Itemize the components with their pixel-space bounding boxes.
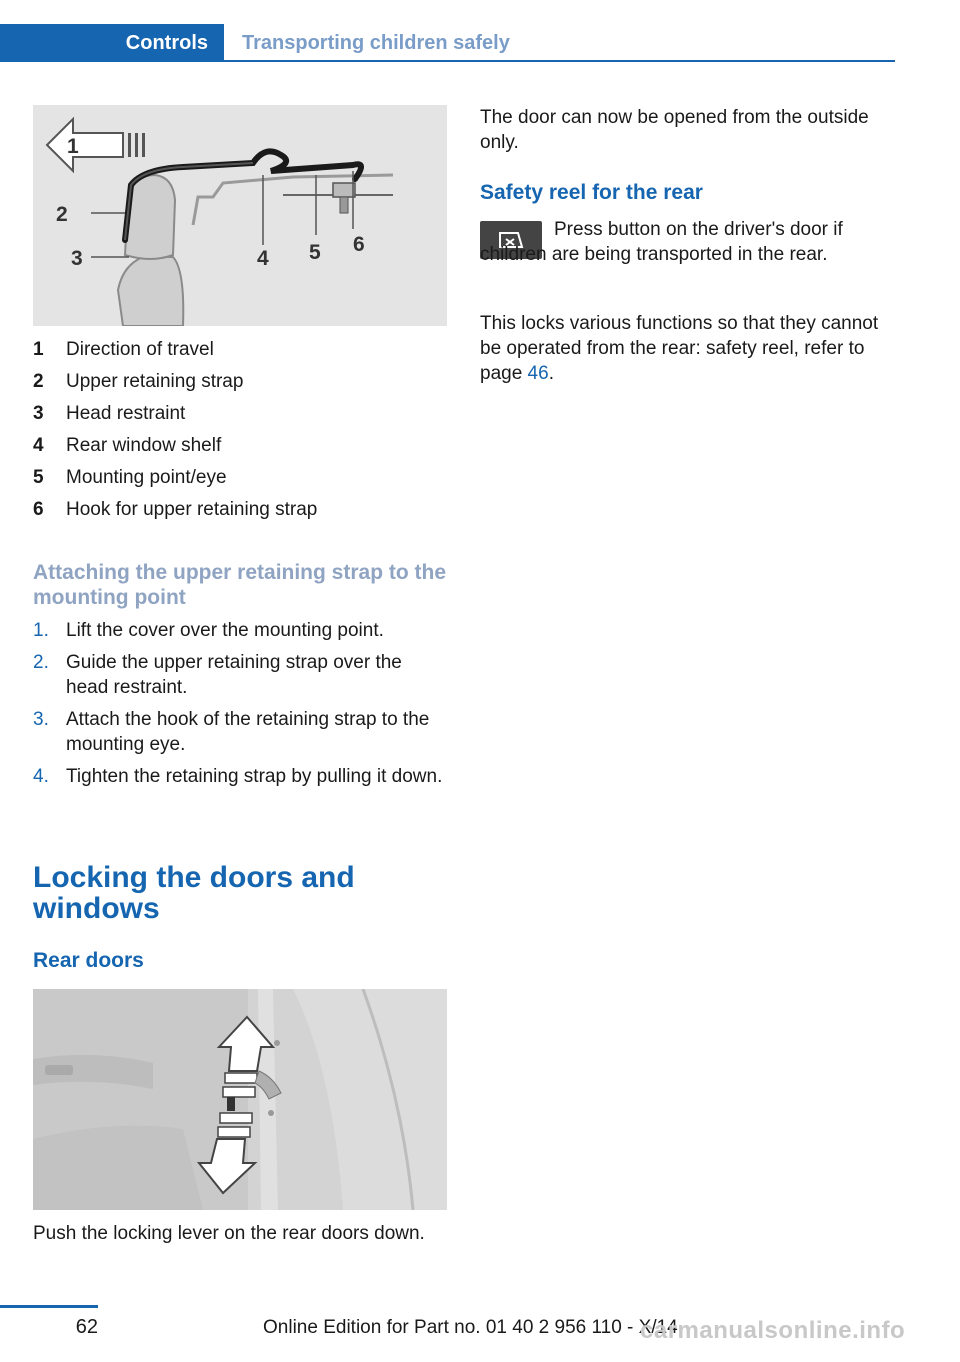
page-header [0,24,895,62]
locks-functions-text: This locks various functions so that they cannot be operated from the rear: safety reel, refer to page 46. [480,313,879,384]
safety-reel-heading: Safety reel for the rear [480,181,703,204]
legend-item: 3 Head restraint [33,403,186,424]
fig-label-3: 3 [71,247,83,270]
legend-item: 2 Upper retaining strap [33,371,244,392]
section-tab [0,24,224,62]
step-item: 2. Guide the upper retaining strap over the head restraint. [33,652,402,698]
rear-doors-text: Push the locking lever on the rear doors down. [33,1223,425,1244]
press-button-text: Press button on the driver's door if children are being transported in the rear. [480,219,843,265]
section-title: Controls [125,32,208,54]
watermark: carmanualsonline.info [640,1317,906,1344]
mounting-eye-shape [333,183,355,197]
door-lock-photo [33,989,447,1210]
rear-doors-heading: Rear doors [33,949,144,972]
attach-steps [33,618,447,796]
page-link[interactable]: 46 [527,363,549,384]
step-item: 1. Lift the cover over the mounting point. [33,620,384,641]
step-item: 4. Tighten the retaining strap by pulling it down. [33,766,443,787]
locking-lever-icon [227,1097,235,1111]
direction-arrow-icon [47,119,123,171]
seat-back-shape [118,257,183,326]
figure-legend [33,338,447,530]
strap-diagram-svg [33,105,447,326]
header-rule [224,60,895,62]
rear-window-shelf-shape [193,175,393,225]
fig-label-6: 6 [353,233,365,256]
legend-item: 4 Rear window shelf [33,435,222,456]
page-number: 62 [75,1316,98,1338]
locking-heading: Locking the doors and windows [33,861,355,925]
edition-text: Online Edition for Part no. 01 40 2 956 110 - X/14 [263,1317,678,1338]
fig-label-5: 5 [309,241,321,264]
strap-diagram [33,105,447,326]
step-item: 3. Attach the hook of the retaining strap to the mounting eye. [33,709,430,755]
attach-heading: Attaching the upper retaining strap to the mounting point [33,561,447,609]
legend-item: 1 Direction of travel [33,339,214,360]
window-switch-icon [45,1065,73,1075]
fig-label-4: 4 [257,247,269,270]
footer-rule [0,1305,98,1308]
chapter-title: Transporting children safely [242,32,510,54]
legend-item: 6 Hook for upper retaining strap [33,499,318,520]
legend-item: 5 Mounting point/eye [33,467,227,488]
door-outside-text: The door can now be opened from the outside only. [480,107,869,153]
door-lock-svg [33,989,447,1210]
fig-label-2: 2 [56,203,68,226]
fig-label-1: 1 [67,135,79,158]
